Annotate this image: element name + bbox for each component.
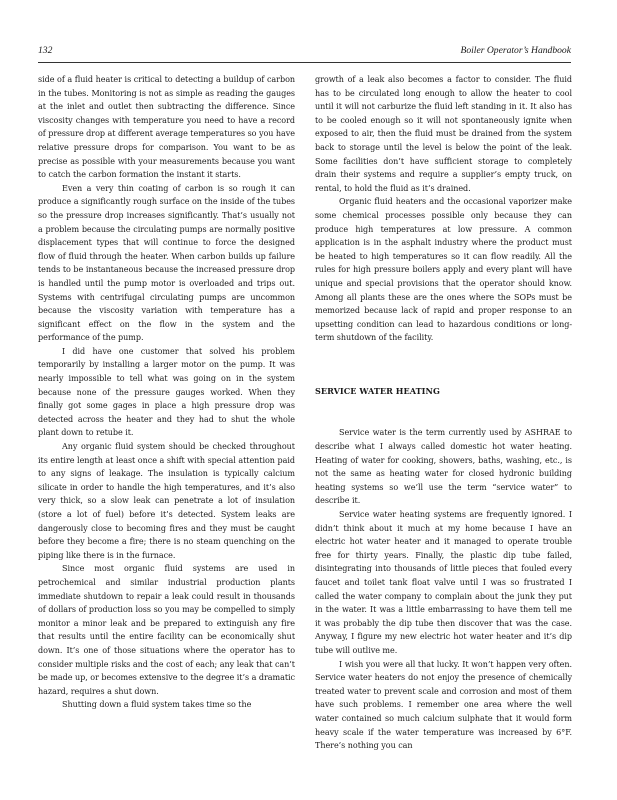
- book-title: Boiler Operator’s Handbook: [460, 45, 571, 56]
- paragraph: Even a very thin coating of carbon is so rough it can produce a significantly rough surface on the inside of the tubes so the pressure drop increases significantly. That’s usually not a problem because the circulating pumps are normally positive displacement types that will continue to force the designed flow of fluid through the heater. When carbon builds up failure tends to be instantaneous because the increased pressure drop is handled until the pump motor is overloaded and trips out. Systems with centrifugal circulating pumps are uncommon because the viscosity variation with temperature has a significant effect on the flow in the system and the performance of the pump.: [38, 183, 295, 343]
- section-spacer: [315, 398, 572, 426]
- paragraph: Organic fluid heaters and the occasional vaporizer make some chemical processes possible only because they can produce high temperatures at low pressure. A common application is in the asphalt industry where the product must be heated to high temperatures so it can flow readily. All the rules for high pressure boilers apply and every plant will have unique and special provisions that the operator should know. Among all plants these are the ones where the SOPs must be memorized because lack of rapid and proper response to an upsetting condition can lead to hazardous conditions or long-term shutdown of the facility.: [315, 197, 572, 343]
- paragraph: I wish you were all that lucky. It won’t happen very often. Service water heaters do not enjoy the presence of chemically treated water to prevent scale and corrosion and most of them have such problems. I remember one area where the well water contained so much calcium sulphate that it would form heavy scale if the water temperature was increased by 6°F. There’s nothing you can: [315, 659, 572, 751]
- page-number: 132: [38, 45, 53, 56]
- paragraph: Shutting down a fluid system takes time so the: [62, 700, 252, 710]
- section-spacer: [315, 345, 572, 385]
- section-heading: SERVICE WATER HEATING: [315, 385, 440, 396]
- paragraph: growth of a leak also becomes a factor to consider. The fluid has to be circulated long enough to allow the heater to cool until it will not carburize the fluid left standing in it. It also has to be cooled enough so it will not spontaneously ignite when exposed to air, then the fluid must be drained from the system back to storage until the level is below the point of the leak. Some facilities don’t have sufficient storage to completely drain their systems and require a supplier’s empty truck, on rental, to hold the fluid as it’s drained.: [315, 75, 572, 193]
- paragraph: Since most organic fluid systems are used in petrochemical and similar industrial production plants immediate shutdown to repair a leak could result in thousands of dollars of production loss so you may be compelled to simply monitor a minor leak and be prepared to extinguish any fire that results until the entire facility can be economically shut down. It’s one of those situations where the operator has to consider multiple risks and the cost of each; any leak that can’t be made up, or becomes extensive to the degree it’s a dramatic hazard, requires a shut down.: [38, 564, 295, 696]
- left-column: [38, 73, 295, 712]
- paragraph: Service water is the term currently used by ASHRAE to describe what I always called domestic hot water heating. Heating of water for cooking, showers, baths, washing, etc., is not the same as heating water for closed hydronic building heating systems so we’ll use the term “service water” to describe it.: [315, 428, 572, 506]
- paragraph: Service water heating systems are frequently ignored. I didn’t think about it much at my home because I have an electric hot water heater and it managed to operate trouble free for thirty years. Finally, the plastic dip tube failed, disintegrating into thousands of little pieces that fouled every faucet and toilet tank float valve until I was so frustrated I called the water company to complain about the junk they put in the water. It was a little embarrassing to have them tell me it was probably the dip tube then discover that was the case. Anyway, I figure my new electric hot water heater and it’s dip tube will outlive me.: [315, 510, 572, 655]
- paragraph: I did have one customer that solved his problem temporarily by installing a larger motor on the pump. It was nearly impossible to tell what was going on in the system because none of the pressure gauges worked. When they finally got some gages in place a high pressure drop was detected across the heater and they had to shut the whole plant down to retube it.: [38, 346, 295, 438]
- paragraph: Any organic fluid system should be checked throughout its entire length at least once a shift with special attention paid to any signs of leakage. The insulation is typically calcium silicate in order to handle the high temperatures, and it’s also very thick, so a slow leak can penetrate a lot of insulation (store a lot of fuel) before it’s detected. System leaks are dangerously close to becoming fires and they must be caught before they become a fire; there is no steam quenching on the piping like there is in the furnace.: [38, 442, 295, 560]
- right-column: [315, 73, 572, 753]
- header-rule: [38, 62, 571, 63]
- running-header: [38, 45, 571, 59]
- paragraph: side of a fluid heater is critical to detecting a buildup of carbon in the tubes. Monitoring is not as simple as reading the gauges at the inlet and outlet then subtracting the difference. Since viscosity changes with temperature you need to have a record of pressure drop at different average temperatures so you have relative pressure drops for comparison. You want to be as precise as possible with your measurements because you want to catch the carbon formation the instant it starts.: [38, 75, 295, 180]
